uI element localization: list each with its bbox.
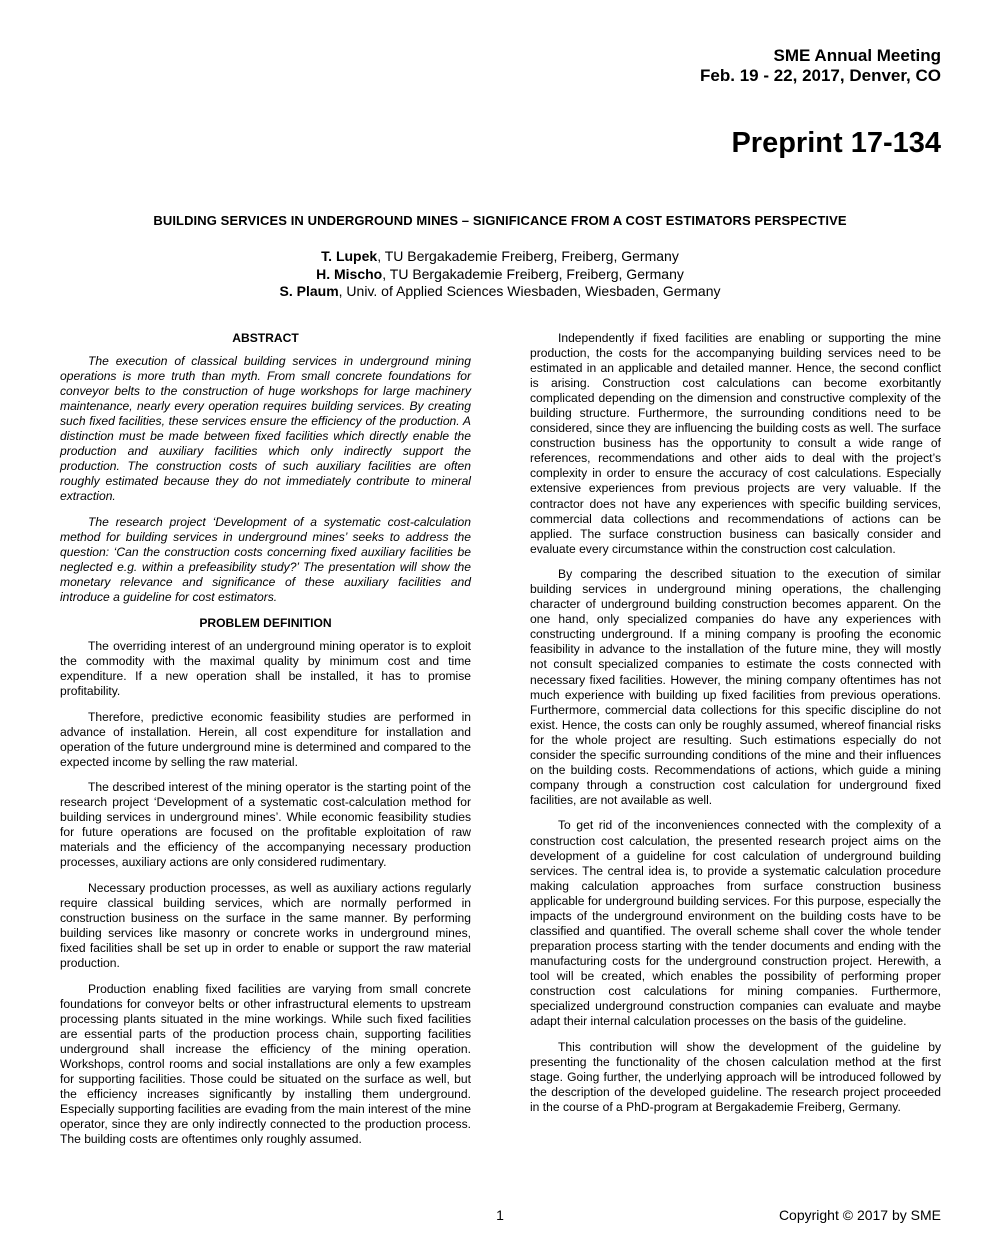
author-line	[0, 248, 1000, 266]
author-affiliation: , TU Bergakademie Freiberg, Freiberg, Germany	[377, 248, 679, 264]
paper-title: BUILDING SERVICES IN UNDERGROUND MINES – SIGNIFICANCE FROM A COST ESTIMATORS PERSPECTIVE	[153, 213, 847, 228]
body-paragraph: Independently if fixed facilities are enabling or supporting the mine production, the costs for the accompanying building services need to be estimated in an applicable and detailed manner. Hence, the second conflict is arising. Construction cost calculations can become exorbitantly complicated depending on the dimension and constructive complexity of the building structure. Furthermore, the surrounding conditions need to be considered, since they are influencing the building costs as well. The surface construction business has the opportunity to consult a wide range of references, recommendations and other aids to deal with the project’s complexity in order to ensure the accuracy of cost calculations. Especially extensive experiences from previous projects are very valuable. If the contractor does not have any experiences with specific building services, commercial data collections and recommendations of actions can be applied. The surface construction business can basically consider and evaluate every circumstance within the construction cost calculation.	[530, 331, 941, 556]
abstract-heading: ABSTRACT	[232, 331, 299, 345]
author-name: H. Mischo	[316, 265, 383, 282]
page-number: 1	[496, 1207, 504, 1223]
body-paragraph: The described interest of the mining operator is the starting point of the research project ‘Development of a systematic cost-calculation method for building services in underground mines’. While economic feasibility studies for future operations are focused on the profitable exploitation of raw materials and the efficiency of the accompanying necessary production processes, auxiliary actions are only considered rudimentary.	[60, 780, 471, 870]
abstract-paragraph: The research project ‘Development of a systematic cost-calculation method for building services in underground mines’ seeks to address the question: ‘Can the construction costs concerning fixed auxiliary facilities be neglected e.g. within a prefeasibility study?’ The presentation will show the monetary relevance and significance of these auxiliary facilities and introduce a guideline for cost estimators.	[60, 515, 471, 605]
meeting-name: SME Annual Meeting	[773, 46, 941, 65]
body-paragraph: Production enabling fixed facilities are varying from small concrete foundations for conveyor belts or other infrastructural elements to upstream processing plants situated in the mine workings. While such fixed facilities are essential parts of the production process chain, supporting facilities underground shall increase the efficiency of the mining operation. Workshops, control rooms and social installations are only a few examples for supporting facilities. Those could be situated on the surface as well, but the efficiency increases significantly by installing them underground. Especially supporting facilities are evading from the main interest of the mine operator, since they are only indirectly connected to the production process. The building costs are oftentimes only roughly assumed.	[60, 981, 471, 1147]
problem-definition-heading: PROBLEM DEFINITION	[199, 615, 332, 630]
body-paragraph: The overriding interest of an underground mining operator is to exploit the commodity with the maximal quality by minimum cost and time expenditure. If a new operation shall be installed, it has to promise profitability.	[60, 638, 471, 698]
author-name: S. Plaum	[279, 283, 339, 299]
author-affiliation: , Univ. of Applied Sciences Wiesbaden, Wiesbaden, Germany	[338, 283, 721, 299]
author-name: T. Lupek	[321, 248, 378, 264]
right-column	[530, 331, 941, 1125]
author-line	[0, 266, 1000, 284]
body-paragraph: This contribution will show the development of the guideline by presenting the functionality of the chosen calculation method at the first stage. Going further, the underlying approach will be introduced followed by the description of the developed guideline. The research project proceeded in the course of a PhD-program at Bergakademie Freiberg, Germany.	[530, 1039, 941, 1114]
abstract-paragraph: The execution of classical building services in underground mining operations is more truth than myth. From small concrete foundations for conveyor belts to the construction of huge workshops for large machinery maintenance, nearly every operation requires building services. By creating such fixed facilities, these services ensure the efficiency of the production. A distinction must be made between fixed facilities which directly enable the production and auxiliary facilities which only indirectly support the production. The construction costs of such auxiliary facilities are often roughly estimated because they do not immediately contribute to mineral extraction.	[60, 354, 471, 504]
body-paragraph: Necessary production processes, as well as auxiliary actions regularly require classical building services, which are normally performed in construction business on the surface in the same manner. By performing building services like masonry or concrete works in underground mines, fixed facilities shall be set up in order to enable or support the raw material production.	[60, 881, 471, 971]
header-block	[700, 46, 941, 86]
body-paragraph: By comparing the described situation to the execution of similar building services in underground mining operations, the challenging character of underground building construction becomes apparent. On the one hand, only specialized companies do have any experiences with constructing underground. If a mining company is proofing the economic feasibility in advance to the installation of the future mine, they will mostly not consult specialized companies to estimate the costs connected with necessary fixed facilities. However, the mining company oftentimes has not much experience with building up fixed facilities from previous operations. Furthermore, commercial data collections for this specific discipline do not exist. Hence, the costs can only be roughly assumed, whereof financial risks for the whole project are resulting. Such estimations especially do not consider the specific surrounding conditions of the mine and their influences on the building costs. Recommendations of actions, which guide a mining company through a construction cost calculation for underground fixed facilities, are not available as well.	[530, 567, 941, 807]
copyright-notice: Copyright © 2017 by SME	[778, 1207, 941, 1223]
body-paragraph: To get rid of the inconveniences connected with the complexity of a construction cost calculation, the presented research project aims on the development of a guideline for cost calculation of underground building services. The central idea is, to provide a systematic calculation procedure making calculation approaches from surface construction business applicable for underground building services. For this purpose, especially the impacts of the underground environment on the building costs have to be classified and quantified. The overall scheme shall cover the whole tender preparation process starting with the tender documents and ending with the manufacturing costs for the underground construction project. Herewith, a tool will be created, which enables the possibility of performing proper construction cost calculations for mining companies. Furthermore, specialized underground construction companies can evaluate and maybe adapt their internal calculation processes on the basis of the guideline.	[530, 818, 941, 1029]
preprint-number: Preprint 17-134	[731, 127, 941, 159]
left-column	[60, 331, 471, 1158]
author-affiliation: , TU Bergakademie Freiberg, Freiberg, Germany	[382, 265, 684, 282]
author-list	[0, 248, 1000, 301]
body-paragraph: Therefore, predictive economic feasibility studies are performed in advance of installation. Herein, all cost expenditure for installation and operation of the future underground mine is determined and compared to the expected income by selling the raw material.	[60, 709, 471, 769]
meeting-dates: Feb. 19 - 22, 2017, Denver, CO	[700, 66, 941, 85]
author-line	[0, 283, 1000, 301]
